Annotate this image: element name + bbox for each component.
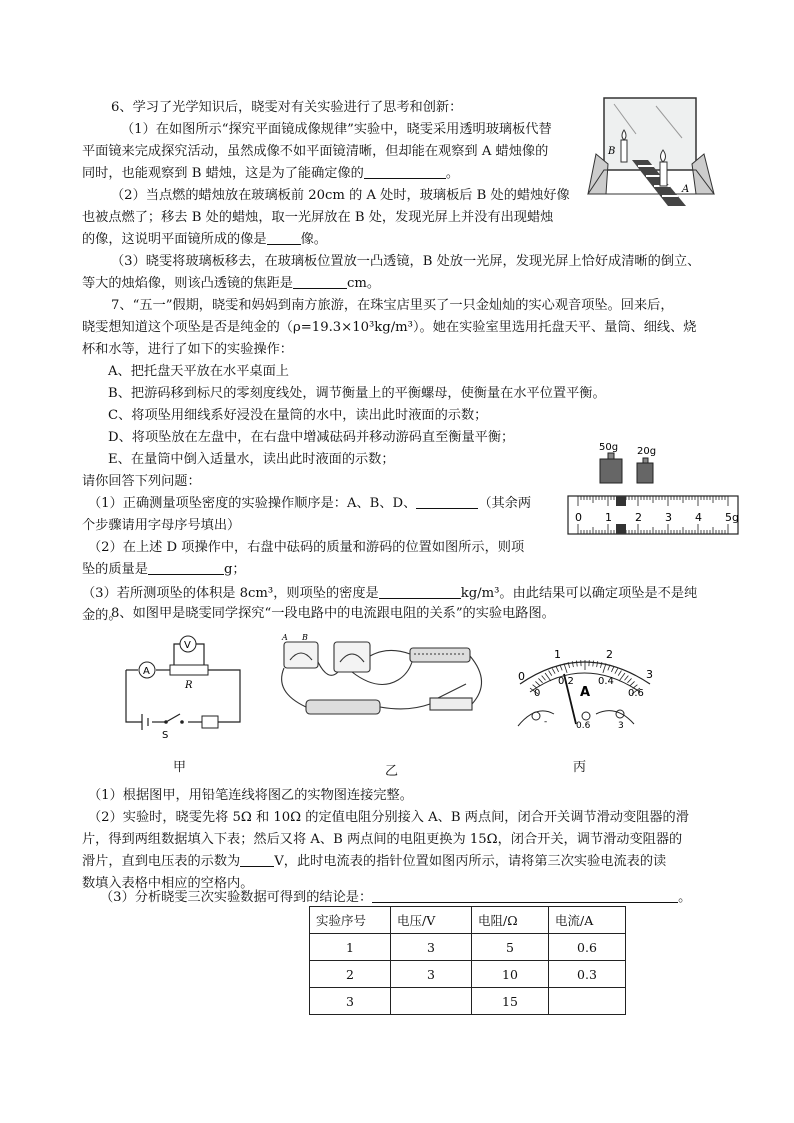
q7-a1-line2: 个步骤请用字母序号填出）: [82, 518, 241, 533]
table-cell: 10: [472, 961, 549, 988]
dial-tick: [545, 673, 551, 681]
fig-caption-jia: 甲: [173, 760, 187, 775]
q6-p1-line2: 平面镜来完成探究活动，虽然成像不如平面镜清晰，但却能在观察到 A 蜡烛像的: [82, 144, 549, 159]
resistor-label: R: [185, 680, 193, 691]
q6-header: 6、学习了光学知识后，晓雯对有关实验进行了思考和创新：: [111, 100, 463, 115]
voltmeter-label: V: [184, 640, 191, 651]
table-header-cell: 电压/V: [391, 907, 472, 934]
candle-b: [621, 140, 627, 162]
q6-p2-line1: （2）当点燃的蜡烛放在玻璃板前 20cm 的 A 处时，玻璃板后 B 处的蜡烛好像: [111, 188, 570, 203]
label-b: B: [608, 146, 616, 157]
q7-step-e: E、在量筒中倒入适量水，读出此时液面的示数；: [108, 452, 395, 467]
table-cell-blank-voltage[interactable]: [391, 988, 472, 1015]
scale-tick-label: 2: [635, 511, 642, 524]
rheostat-body: [410, 648, 470, 662]
svg-text:B: B: [302, 633, 308, 642]
bottom-scale-0: 0: [534, 688, 541, 699]
candle-b-flame: [622, 130, 626, 140]
experiment-data-table: [309, 906, 626, 1015]
fig-caption-yi: 乙: [385, 764, 399, 779]
q7-step-d: D、将项坠放在左盘中，在右盘中增减砝码并移动游码直至衡量平衡；: [108, 430, 515, 445]
rider-top: [616, 496, 626, 506]
circuit-photo-yi: [278, 632, 494, 724]
q6-p2-line2: 也被点燃了；移去 B 处的蜡烛，取一光屏放在 B 处，发现光屏上并没有出现蜡烛: [82, 210, 554, 225]
table-cell: 0.6: [549, 934, 626, 961]
terminal-neg: [532, 712, 540, 720]
top-scale-1: 1: [554, 648, 561, 661]
q7-a3-line1: （3）若所测项坠的体积是 8cm³，则项坠的密度是 kg/m³。由此结果可以确定项坠是不是纯: [82, 586, 698, 601]
terminal-06: [582, 712, 590, 720]
q8-s2-line3: 滑片，直到电压表的示数为 V，此时电流表的指针位置如图丙所示，请将第三次实验电流表的读: [82, 854, 667, 869]
q7-step-c: C、将项坠用细线系好浸没在量筒的水中，读出此时液面的示数；: [108, 408, 488, 423]
dial-tick: [618, 671, 621, 676]
q8-header: 8、如图甲是晓雯同学探究“一段电路中的电流跟电阻的关系”的实验电路图。: [111, 606, 555, 621]
dial-tick: [560, 665, 562, 671]
dial-tick: [576, 661, 577, 667]
table-cell: 15: [472, 988, 549, 1015]
dial-tick: [538, 678, 542, 682]
answer-blank[interactable]: [372, 888, 678, 903]
table-header-cell: 电阻/Ω: [472, 907, 549, 934]
q6-p1-line1: （1）在如图所示“探究平面镜成像规律”实验中，晓雯采用透明玻璃板代替: [121, 122, 552, 137]
svg-text:A: A: [282, 633, 288, 642]
q6-p3-line1: （3）晓雯将玻璃板移去，在玻璃板位置放一凸透镜，B 处放一光屏，发现光屏上恰好成清晰的倒立、: [111, 254, 701, 269]
q8-s2-line1: （2）实验时，晓雯先将 5Ω 和 10Ω 的定值电阻分别接入 A、B 两点间，闭合开关调节滑动变阻器的滑: [88, 810, 689, 825]
switch-body: [430, 698, 472, 710]
q7-step-a: A、把托盘天平放在水平桌面上: [108, 364, 289, 379]
top-scale-0: 0: [518, 670, 525, 683]
battery-holder: [306, 700, 380, 714]
weight-50g: [600, 453, 622, 483]
dial-tick: [535, 681, 539, 685]
terminal-06-label: 0.6: [576, 721, 591, 731]
q8-s2-line4: 数填入表格中相应的空格内。: [82, 876, 254, 891]
q7-a2-line1: （2）在上述 D 项操作中，右盘中砝码的质量和游码的位置如图所示，则项: [88, 540, 525, 555]
bottom-scale-02: 0.2: [558, 676, 574, 687]
answer-blank[interactable]: [267, 230, 301, 245]
circuit-diagram-jia: [118, 630, 252, 742]
table-header-cell: 电流/A: [549, 907, 626, 934]
q7-a3-line2: 金的。: [82, 608, 122, 623]
balance-scale-figure: [566, 436, 742, 538]
bottom-scale-06: 0.6: [628, 688, 644, 699]
dial-tick: [597, 661, 598, 667]
scale-tick-label: 1: [605, 511, 612, 524]
dial-tick: [552, 668, 555, 673]
top-scale-3: 3: [646, 668, 653, 681]
rheostat-symbol: [202, 716, 218, 728]
switch-label: S: [162, 730, 169, 741]
candle-a: [660, 162, 667, 186]
q6-p2-line3: 的像，这说明平面镜所成的像是 像。: [82, 232, 327, 247]
resistor-symbol: [170, 665, 208, 675]
q7-step-b: B、把游码移到标尺的零刻度线处，调节衡量上的平衡螺母，使衡量在水平位置平衡。: [108, 386, 606, 401]
weight-20g: [637, 458, 653, 483]
dial-tick: [625, 676, 629, 681]
ammeter-label: A: [143, 666, 150, 677]
q7-line1: 7、“五一”假期，晓雯和妈妈到南方旅游，在珠宝店里买了一只金灿灿的实心观音项坠。回来后，: [111, 298, 674, 313]
scale-tick-label: 4: [695, 511, 702, 524]
q7-a2-line2: 坠的质量是 g；: [82, 562, 246, 577]
q8-s1: （1）根据图甲，用铅笔连线将图乙的实物图连接完整。: [88, 788, 413, 803]
q7-line2: 晓雯想知道这个项坠是否是纯金的（ρ=19.3×10³kg/m³）。她在实验室里选用托盘天平、量筒、细线、烧: [82, 320, 697, 335]
terminal-3-label: 3: [618, 721, 624, 731]
q6-p3-line2: 等大的烛焰像，则该凸透镜的焦距是 cm。: [82, 276, 381, 291]
dial-tick: [603, 663, 606, 673]
q6-p1-line3: 同时，也能观察到 B 蜡烛，这是为了能确定像的 。: [82, 166, 460, 181]
scale-tick-label: 3: [665, 511, 672, 524]
label-a: A: [682, 184, 690, 195]
meter-unit: A: [580, 685, 591, 700]
top-scale-2: 2: [606, 648, 613, 661]
table-header-cell: 实验序号: [310, 907, 391, 934]
meter-v-body: [334, 642, 370, 672]
table-row: [310, 934, 626, 961]
answer-blank[interactable]: [148, 560, 224, 575]
table-cell: 3: [391, 961, 472, 988]
dial-tick: [630, 681, 634, 685]
ammeter-dial-bing: [506, 644, 662, 736]
answer-blank[interactable]: [416, 494, 478, 509]
table-cell: 1: [310, 934, 391, 961]
rider-bottom: [616, 524, 626, 534]
dial-tick: [549, 671, 552, 676]
mirror-candle-figure: [586, 94, 716, 206]
table-header-row: [310, 907, 626, 934]
dial-tick: [542, 676, 546, 681]
table-cell: 0.3: [549, 961, 626, 988]
q7-a1-line1: （1）正确测量项坠密度的实验操作顺序是：A、B、D、 （其余两: [88, 496, 532, 511]
bottom-scale-04: 0.4: [598, 676, 614, 687]
meter-a-body: [284, 642, 318, 668]
scale-tick-label: 0: [575, 511, 582, 524]
table-cell: 3: [391, 934, 472, 961]
table-cell-blank-current[interactable]: [549, 988, 626, 1015]
q7-line3: 杯和水等，进行了如下的实验操作：: [82, 342, 293, 357]
table-cell: 2: [310, 961, 391, 988]
weight-50g-label: 50g: [599, 442, 619, 453]
weight-20g-label: 20g: [637, 446, 657, 457]
fig-caption-bing: 丙: [573, 760, 587, 775]
dial-tick: [611, 666, 614, 671]
dial-tick: [556, 666, 559, 671]
scale-tick-label: 5g: [725, 511, 739, 524]
dial-tick: [564, 663, 567, 673]
answer-blank[interactable]: [293, 274, 347, 289]
answer-blank[interactable]: [364, 164, 446, 179]
q8-s2-line2: 片，得到两组数据填入下表；然后又将 A、B 两点间的电阻更换为 15Ω，闭合开关，调节滑动变阻器的: [82, 832, 683, 847]
table-row: [310, 961, 626, 988]
dial-tick: [619, 673, 625, 681]
answer-blank[interactable]: [240, 852, 274, 867]
table-cell: 3: [310, 988, 391, 1015]
dial-tick: [627, 678, 631, 682]
terminal-neg-label: -: [544, 717, 548, 727]
q7-ask: 请你回答下列问题：: [82, 474, 201, 489]
table-cell: 5: [472, 934, 549, 961]
dial-tick: [593, 661, 594, 667]
dial-tick: [615, 668, 618, 673]
answer-blank[interactable]: [379, 584, 461, 599]
table-row: [310, 988, 626, 1015]
q8-s3: （3）分析晓雯三次实验数据可得到的结论是： 。: [100, 890, 692, 905]
